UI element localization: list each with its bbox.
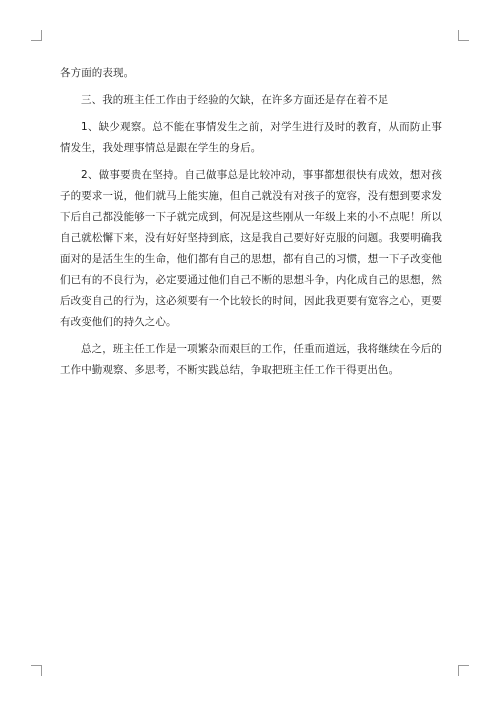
- crop-mark-bottom-left: [31, 665, 42, 676]
- paragraph-conclusion: 总之，班主任工作是一项繁杂而艰巨的工作，任重而道远，我将继续在今后的工作中勤观察、多思考，不断实践总结，争取把班主任工作干得更出色。: [60, 343, 442, 376]
- paragraph-persistence: 2、做事要贵在坚持。自己做事总是比较冲动，事事都想很快有成效，想对孩子的要求一说，他们就马上能实施，但自己就没有对孩子的宽容，没有想到要求发下后自己都没能够一下子就完成到，何况是这些刚从一年级上来的小不点呢！所以自己就松懈下来，没有好好坚持到底，这是我自己要好好克服的问题。我要明确我面对的是活生生的生命，他们都有自己的思想，都有自己的习惯，想一下子改变他们已有的不良行为，必定要通过他们自己不断的思想斗争，内化成自己的思想，然后改变自己的行为，这必须要有一个比较长的时间，因此我更要有宽容之心，更要有改变他们的持久之心。: [60, 169, 442, 328]
- crop-mark-bottom-right: [458, 665, 469, 676]
- document-body: [60, 63, 442, 387]
- section-heading-shortcomings: 三、我的班主任工作由于经验的欠缺，在许多方面还是存在着不足: [81, 94, 389, 106]
- crop-mark-top-left: [31, 30, 42, 41]
- paragraph-continuation: 各方面的表现。: [60, 67, 135, 79]
- crop-mark-top-right: [458, 30, 469, 41]
- paragraph-lack-of-observation: 1、缺少观察。总不能在事情发生之前，对学生进行及时的教育，从而防止事情发生，我处理事情总是跟在学生的身后。: [60, 121, 442, 154]
